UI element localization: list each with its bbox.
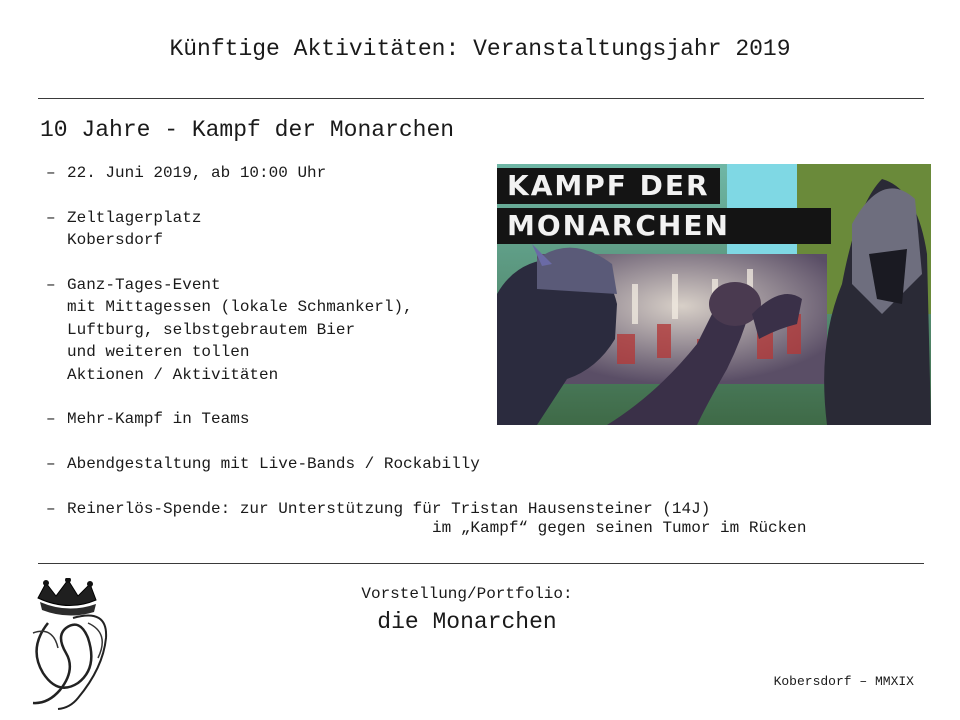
bottom-divider — [38, 563, 924, 564]
detail-location: Zeltlagerplatz Kobersdorf — [67, 208, 202, 250]
detail-donation: Reinerlös-Spende: zur Unterstützung für Tristan Hausensteiner (14J) — [67, 500, 711, 519]
poster-title-line-2: MONARCHEN — [497, 208, 831, 244]
event-title: 10 Jahre - Kampf der Monarchen — [40, 117, 455, 143]
list-item — [46, 498, 710, 520]
bullet-dash: – — [46, 410, 56, 429]
poster-title-line-1: KAMPF DER — [497, 168, 720, 204]
top-divider — [38, 98, 924, 99]
list-item — [46, 453, 710, 475]
footer-text: Kobersdorf – MMXIX — [773, 674, 914, 689]
detail-program: Ganz-Tages-Event mit Mittagessen (lokale Schmankerl), Luftburg, selbstgebrautem Bier und weiteren tollen Aktionen / Aktivitäten — [67, 276, 413, 384]
bullet-dash: – — [46, 276, 56, 294]
detail-evening: Abendgestaltung mit Live-Bands / Rockabilly — [67, 455, 480, 474]
portfolio-label: Vorstellung/Portfolio: — [361, 585, 573, 603]
page-title: Künftige Aktivitäten: Veranstaltungsjahr 2019 — [169, 36, 791, 62]
detail-teams: Mehr-Kampf in Teams — [67, 410, 250, 429]
bullet-dash: – — [46, 455, 56, 474]
detail-date: 22. Juni 2019, ab 10:00 Uhr — [67, 164, 327, 182]
portfolio-name: die Monarchen — [377, 609, 557, 635]
event-poster-image — [497, 164, 931, 425]
bullet-dash: – — [46, 208, 56, 227]
bullet-dash: – — [46, 164, 56, 182]
bullet-dash: – — [46, 500, 56, 519]
donation-line-2: im „Kampf“ gegen seinen Tumor im Rücken — [432, 519, 807, 537]
